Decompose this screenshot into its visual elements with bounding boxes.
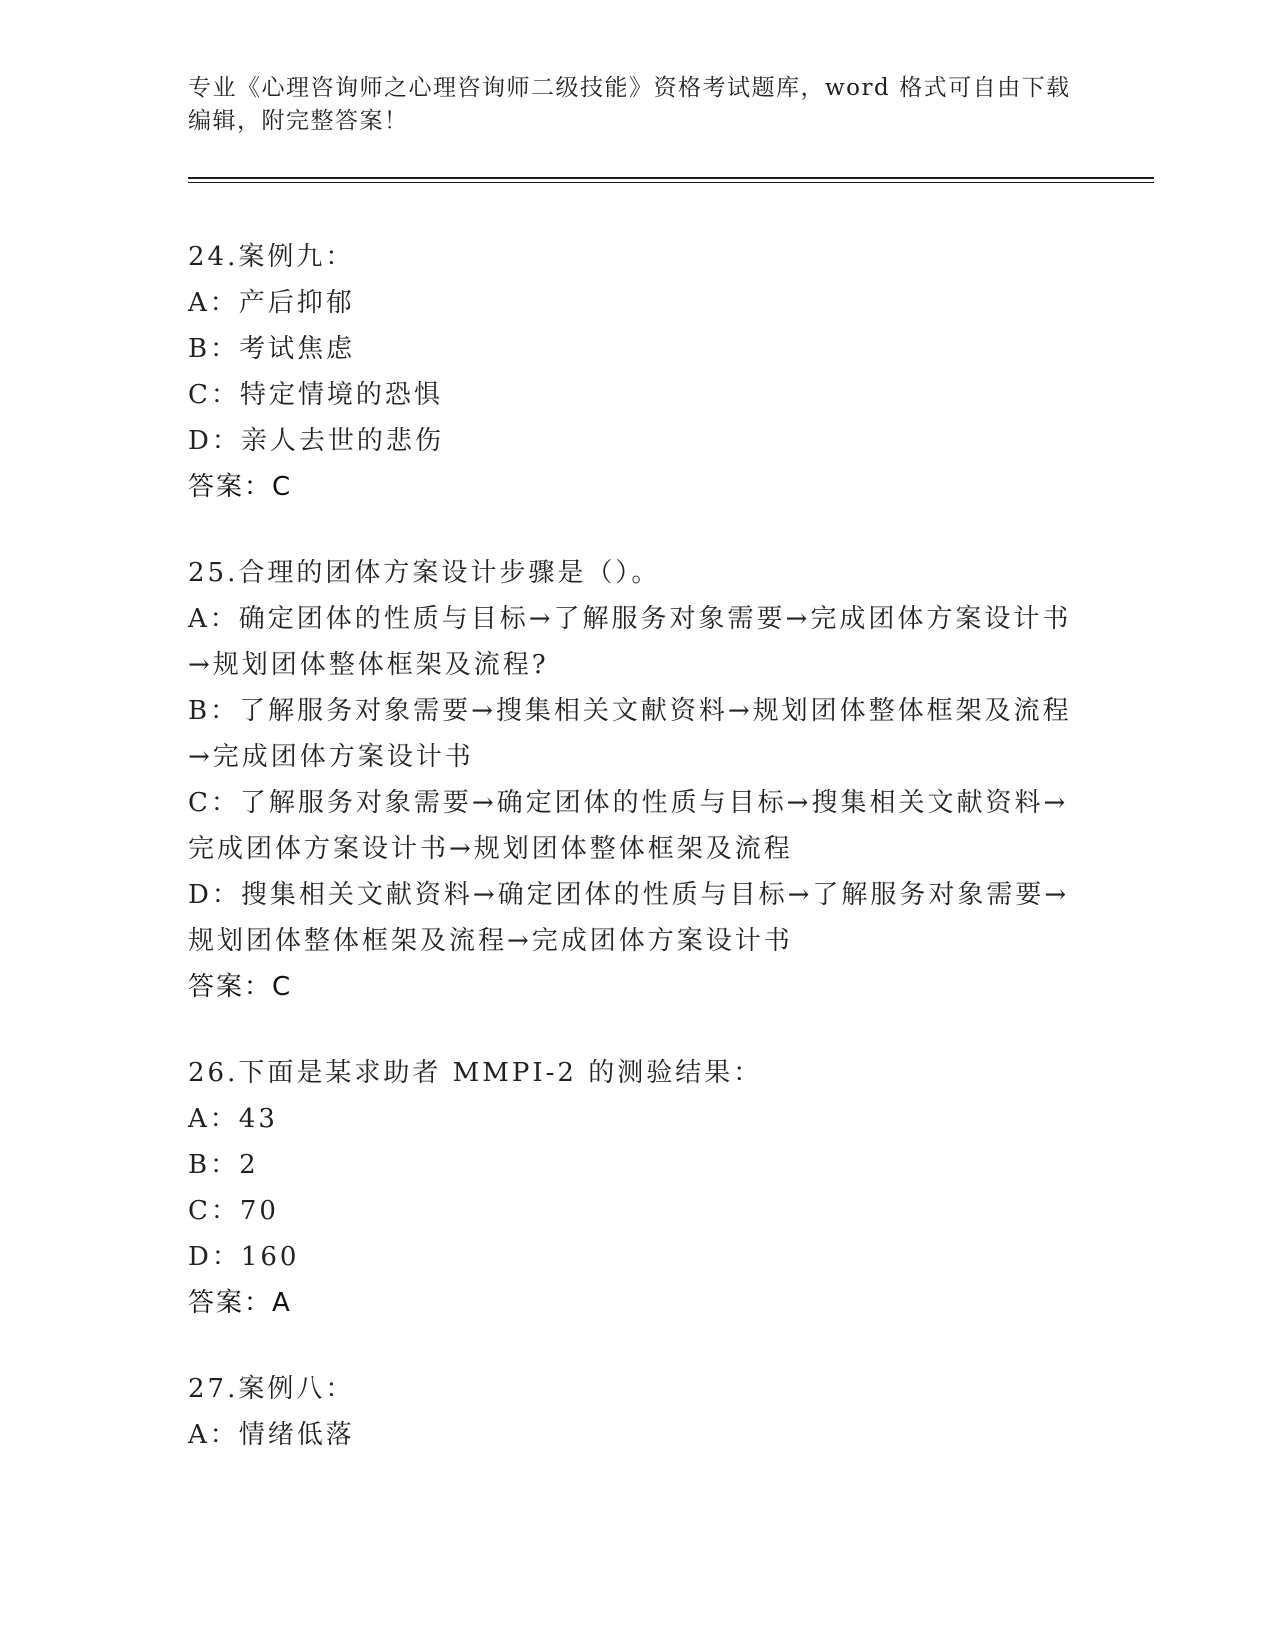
option-a: A：情绪低落 — [188, 1420, 355, 1450]
option-d-line-1: D：搜集相关文献资料→确定团体的性质与目标→了解服务对象需要→ — [188, 880, 1070, 910]
answer: 答案：A — [188, 1288, 292, 1318]
option-d: D：亲人去世的悲伤 — [188, 426, 444, 456]
question-26 — [188, 1050, 1088, 1326]
option-a: A：43 — [188, 1104, 278, 1134]
answer: 答案：C — [188, 472, 293, 502]
header-line-1: 专业《心理咨询师之心理咨询师二级技能》资格考试题库，word 格式可自由下载 — [188, 75, 1071, 101]
option-a: A：产后抑郁 — [188, 288, 355, 318]
option-c: C：70 — [188, 1196, 279, 1226]
header-divider — [188, 177, 1154, 179]
question-stem: 27.案例八： — [188, 1374, 355, 1404]
header-line-2: 编辑，附完整答案！ — [188, 108, 409, 134]
header-divider-thin — [188, 182, 1154, 183]
question-24 — [188, 234, 1088, 510]
question-stem: 26.下面是某求助者 MMPI-2 的测验结果： — [188, 1058, 763, 1088]
option-b-line-1: B：了解服务对象需要→搜集相关文献资料→规划团体整体框架及流程 — [188, 696, 1072, 726]
option-d: D：160 — [188, 1242, 300, 1272]
option-c-line-2: 完成团体方案设计书→规划团体整体框架及流程 — [188, 834, 793, 864]
option-b: B：2 — [188, 1150, 259, 1180]
option-b-line-2: →完成团体方案设计书 — [188, 742, 474, 772]
option-a-line-2: →规划团体整体框架及流程? — [188, 650, 549, 680]
option-c-line-1: C：了解服务对象需要→确定团体的性质与目标→搜集相关文献资料→ — [188, 788, 1069, 818]
page-header — [188, 72, 1088, 138]
question-stem: 25.合理的团体方案设计步骤是（）。 — [188, 558, 661, 588]
question-27 — [188, 1366, 1088, 1458]
question-list — [188, 234, 1088, 1498]
option-b: B：考试焦虑 — [188, 334, 356, 364]
answer: 答案：C — [188, 972, 293, 1002]
question-stem: 24.案例九： — [188, 242, 355, 272]
question-25 — [188, 550, 1088, 1010]
option-d-line-2: 规划团体整体框架及流程→完成团体方案设计书 — [188, 926, 793, 956]
option-a-line-1: A：确定团体的性质与目标→了解服务对象需要→完成团体方案设计书 — [188, 604, 1072, 634]
option-c: C：特定情境的恐惧 — [188, 380, 443, 410]
